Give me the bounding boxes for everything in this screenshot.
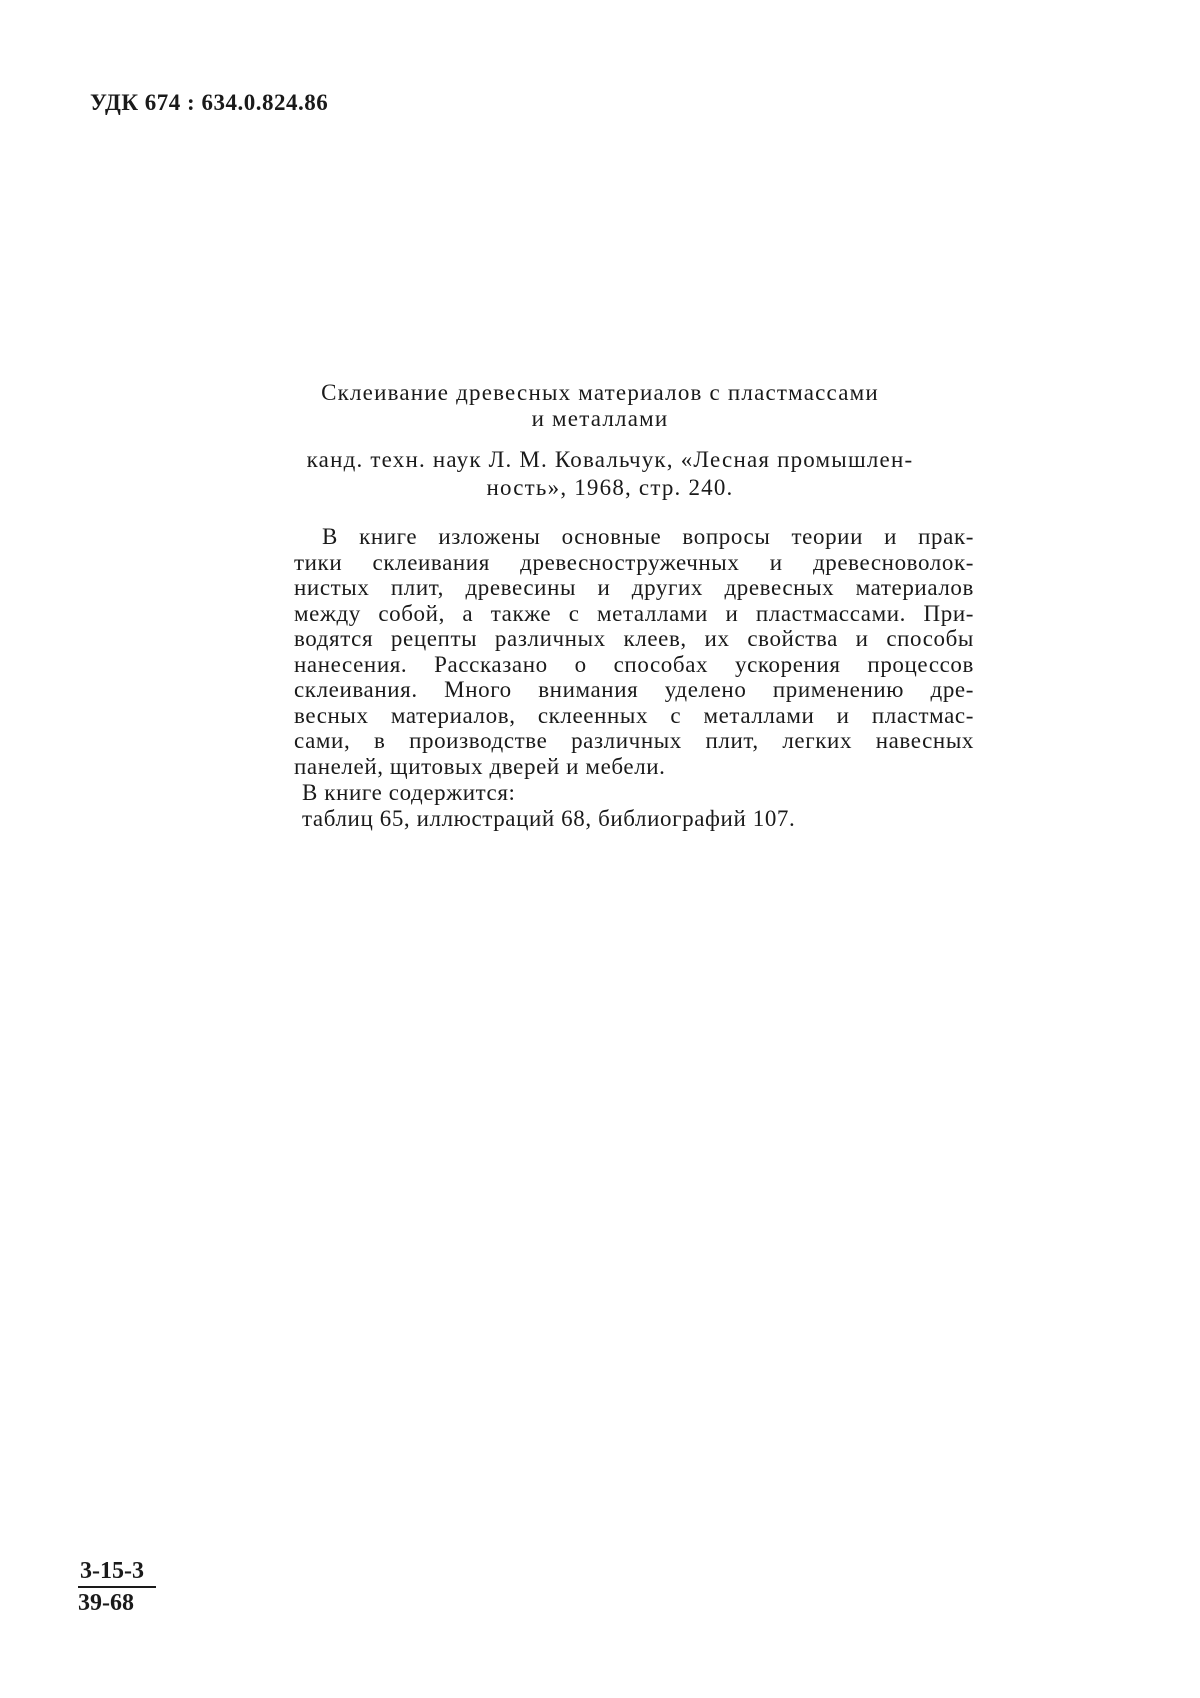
contents-details: таблиц 65, иллюстраций 68, библиографий 107. [302,805,796,831]
abstract-line: нистых плит, древесины и других древесных материалов [294,575,974,600]
abstract-line: тики склеивания древесностружечных и древесноволок- [294,549,974,575]
author-line-1: канд. техн. наук Л. М. Ковальчук, «Лесная промышлен- [306,447,914,472]
publication-code-numerator: 3-15-3 [80,1558,144,1584]
author-line-2: ность», 1968, стр. 240. [486,475,734,500]
abstract-line: весных материалов, склеенных с металлами и пластмас- [294,702,974,728]
abstract-line: между собой, а также с металлами и пластмассами. При- [294,600,974,626]
abstract-line: панелей, щитовых дверей и мебели. [294,753,666,779]
publication-code-denominator: 39-68 [78,1590,134,1616]
abstract [294,524,974,779]
book-title-line-1: Склеивание древесных материалов с пластмассами [321,380,879,405]
abstract-line: нанесения. Рассказано о способах ускорения процессов [294,651,974,677]
udk-code: УДК 674 : 634.0.824.86 [90,90,329,115]
abstract-line: сами, в производстве различных плит, легких навесных [294,728,974,753]
abstract-line: водятся рецепты различных клеев, их свойства и способы [294,626,974,651]
author-publisher [240,446,980,502]
book-title [240,380,960,432]
book-title-line-2: и металлами [531,406,669,431]
book-contents-summary [302,780,795,831]
abstract-line: В книге изложены основные вопросы теории и прак- [322,524,974,549]
abstract-line: склеивания. Много внимания уделено применению дре- [294,677,974,702]
fraction-bar [78,1586,156,1588]
contents-heading: В книге содержится: [302,780,516,805]
publication-code [78,1558,156,1616]
